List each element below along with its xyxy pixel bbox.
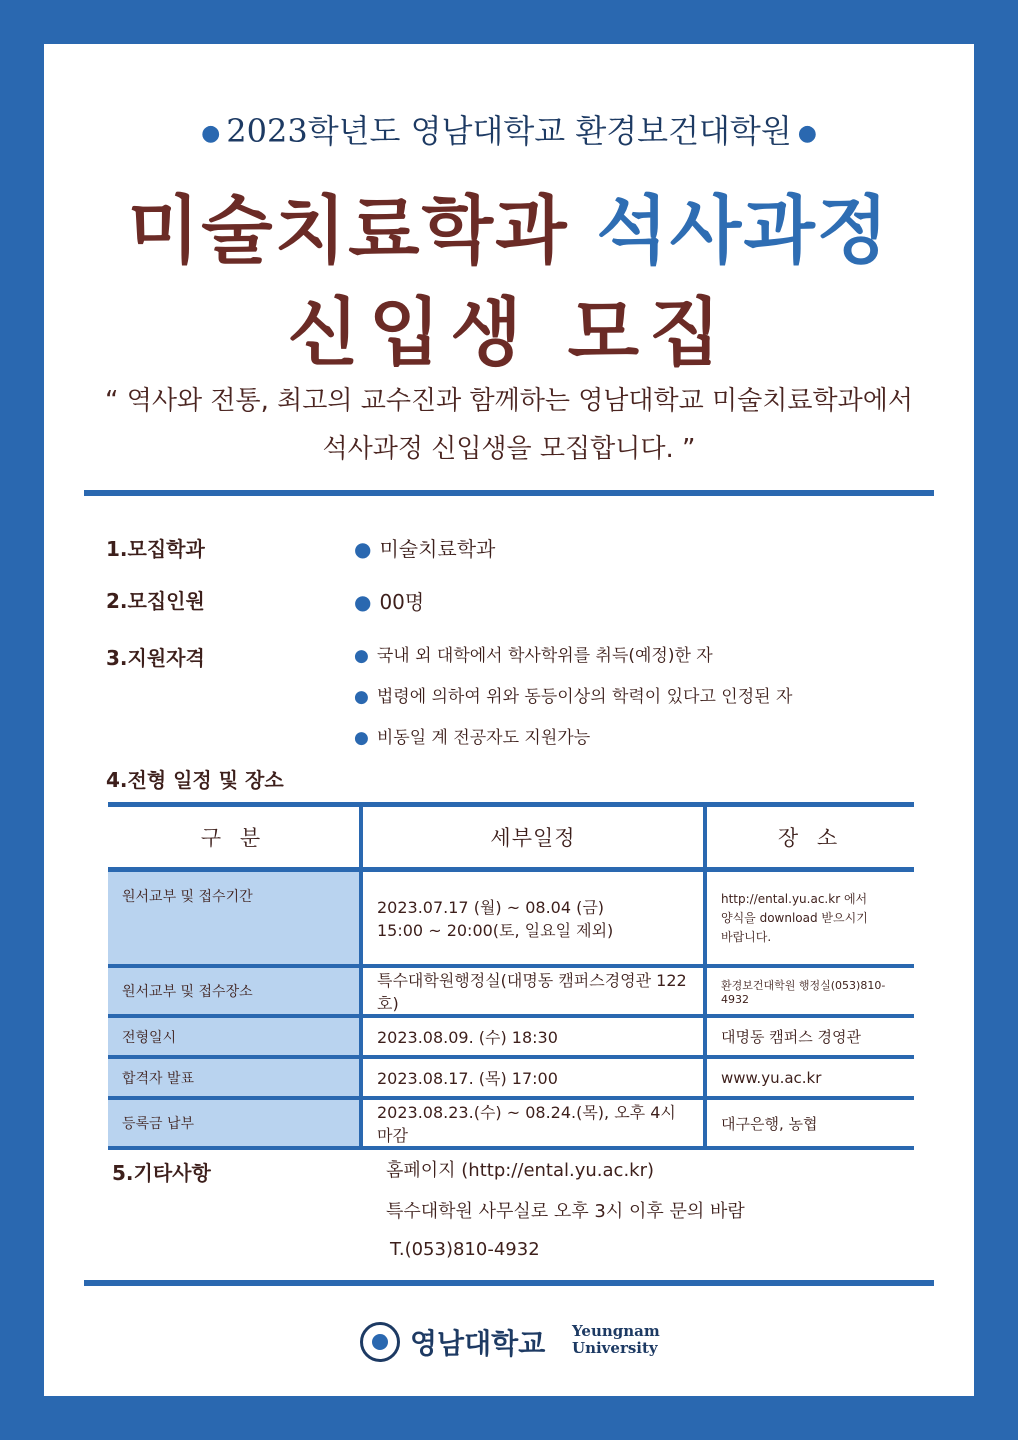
schedule-detail-line: 15:00 ~ 20:00(토, 일요일 제외) [377,921,614,940]
bullet-icon: ● [354,687,369,707]
schedule-place [705,870,914,967]
table-header-row [108,805,914,870]
schedule-place: 환경보건대학원 행정실(053)810-4932 [705,966,914,1016]
qualification-item-text: 국내 외 대학에서 학사학위를 취득(예정)한 자 [376,646,713,666]
qualification-item [354,682,792,707]
university-emblem-icon [360,1322,400,1362]
schedule-detail: 특수대학원행정실(대명동 캠퍼스경영관 122호) [361,966,705,1016]
qualification-item-text: 비동일 계 전공자도 지원가능 [376,728,591,748]
table-row [108,1057,914,1098]
bullet-icon: ● [354,728,369,748]
schedule-place: www.yu.ac.kr [705,1057,914,1098]
divider-top [84,490,934,496]
poster-title-line2: 신입생 모집 [287,290,731,376]
section-label-qualification: 3.지원자격 [106,646,205,670]
bullet-icon: ● [354,646,369,666]
schedule-detail [361,870,705,967]
bullet-icon: ● [354,590,372,614]
schedule-place: 대구은행, 농협 [705,1098,914,1148]
poster-sheet [44,44,974,1396]
dept-value-text: 미술치료학과 [379,537,496,561]
schedule-item: 원서교부 및 접수기간 [108,870,361,967]
table-header-cell: 장 소 [705,805,914,870]
schedule-table [108,802,914,1150]
etc-line: T.(053)810-4932 [390,1239,540,1260]
schedule-detail: 2023.08.17. (목) 17:00 [361,1057,705,1098]
schedule-place: 대명동 캠퍼스 경영관 [705,1016,914,1057]
section-label-quota: 2.모집인원 [106,589,205,613]
title-dept: 미술치료학과 [127,188,569,274]
schedule-place-line: 바랍니다. [721,929,772,944]
section-label-etc: 5.기타사항 [112,1161,211,1185]
quota-value-text: 00명 [379,590,425,614]
schedule-item: 합격자 발표 [108,1057,361,1098]
table-row [108,1016,914,1057]
logo-korean-text: 영남대학교 [410,1327,546,1360]
logo-english-line: Yeungnam [572,1322,660,1340]
section-label-schedule: 4.전형 일정 및 장소 [106,768,284,792]
table-row [108,1098,914,1148]
schedule-item: 전형일시 [108,1016,361,1057]
table-row [108,966,914,1016]
poster-title-line1 [44,172,974,278]
schedule-item: 등록금 납부 [108,1098,361,1148]
quote-line-2: 석사과정 신입생을 모집합니다. ” [322,434,696,464]
schedule-item: 원서교부 및 접수장소 [108,966,361,1016]
table-row [108,870,914,967]
poster-subtitle [44,106,974,152]
section-label-dept: 1.모집학과 [106,537,205,561]
logo-english-line: University [572,1339,658,1357]
schedule-detail-line: 2023.07.17 (월) ~ 08.04 (금) [377,898,605,917]
schedule-detail: 2023.08.23.(수) ~ 08.24.(목), 오후 4시 마감 [361,1098,705,1148]
dept-value [354,533,495,562]
subtitle-text: 2023학년도 영남대학교 환경보건대학원 [226,112,792,150]
title-course: 석사과정 [596,188,891,274]
schedule-place-line: 양식을 download 받으시기 [721,910,868,925]
qualification-item [354,641,713,666]
university-logo [360,1320,660,1364]
bullet-dot-icon: ● [201,121,221,146]
table-header-cell: 세부일정 [361,805,705,870]
schedule-place-line: http://ental.yu.ac.kr 에서 [721,891,868,906]
bullet-icon: ● [354,537,372,561]
logo-english-text [572,1323,660,1357]
etc-line: 특수대학원 사무실로 오후 3시 이후 문의 바람 [386,1201,745,1222]
quote-line-1: “ 역사와 전통, 최고의 교수진과 함께하는 영남대학교 미술치료학과에서 [105,386,913,416]
quota-value [354,586,424,615]
table-header-cell: 구 분 [108,805,361,870]
etc-line: 홈페이지 (http://ental.yu.ac.kr) [386,1160,655,1181]
qualification-item [354,723,590,748]
bullet-dot-icon: ● [797,121,817,146]
divider-bottom [84,1280,934,1286]
schedule-detail: 2023.08.09. (수) 18:30 [361,1016,705,1057]
qualification-item-text: 법령에 의하여 위와 동등이상의 학력이 있다고 인정된 자 [376,687,793,707]
